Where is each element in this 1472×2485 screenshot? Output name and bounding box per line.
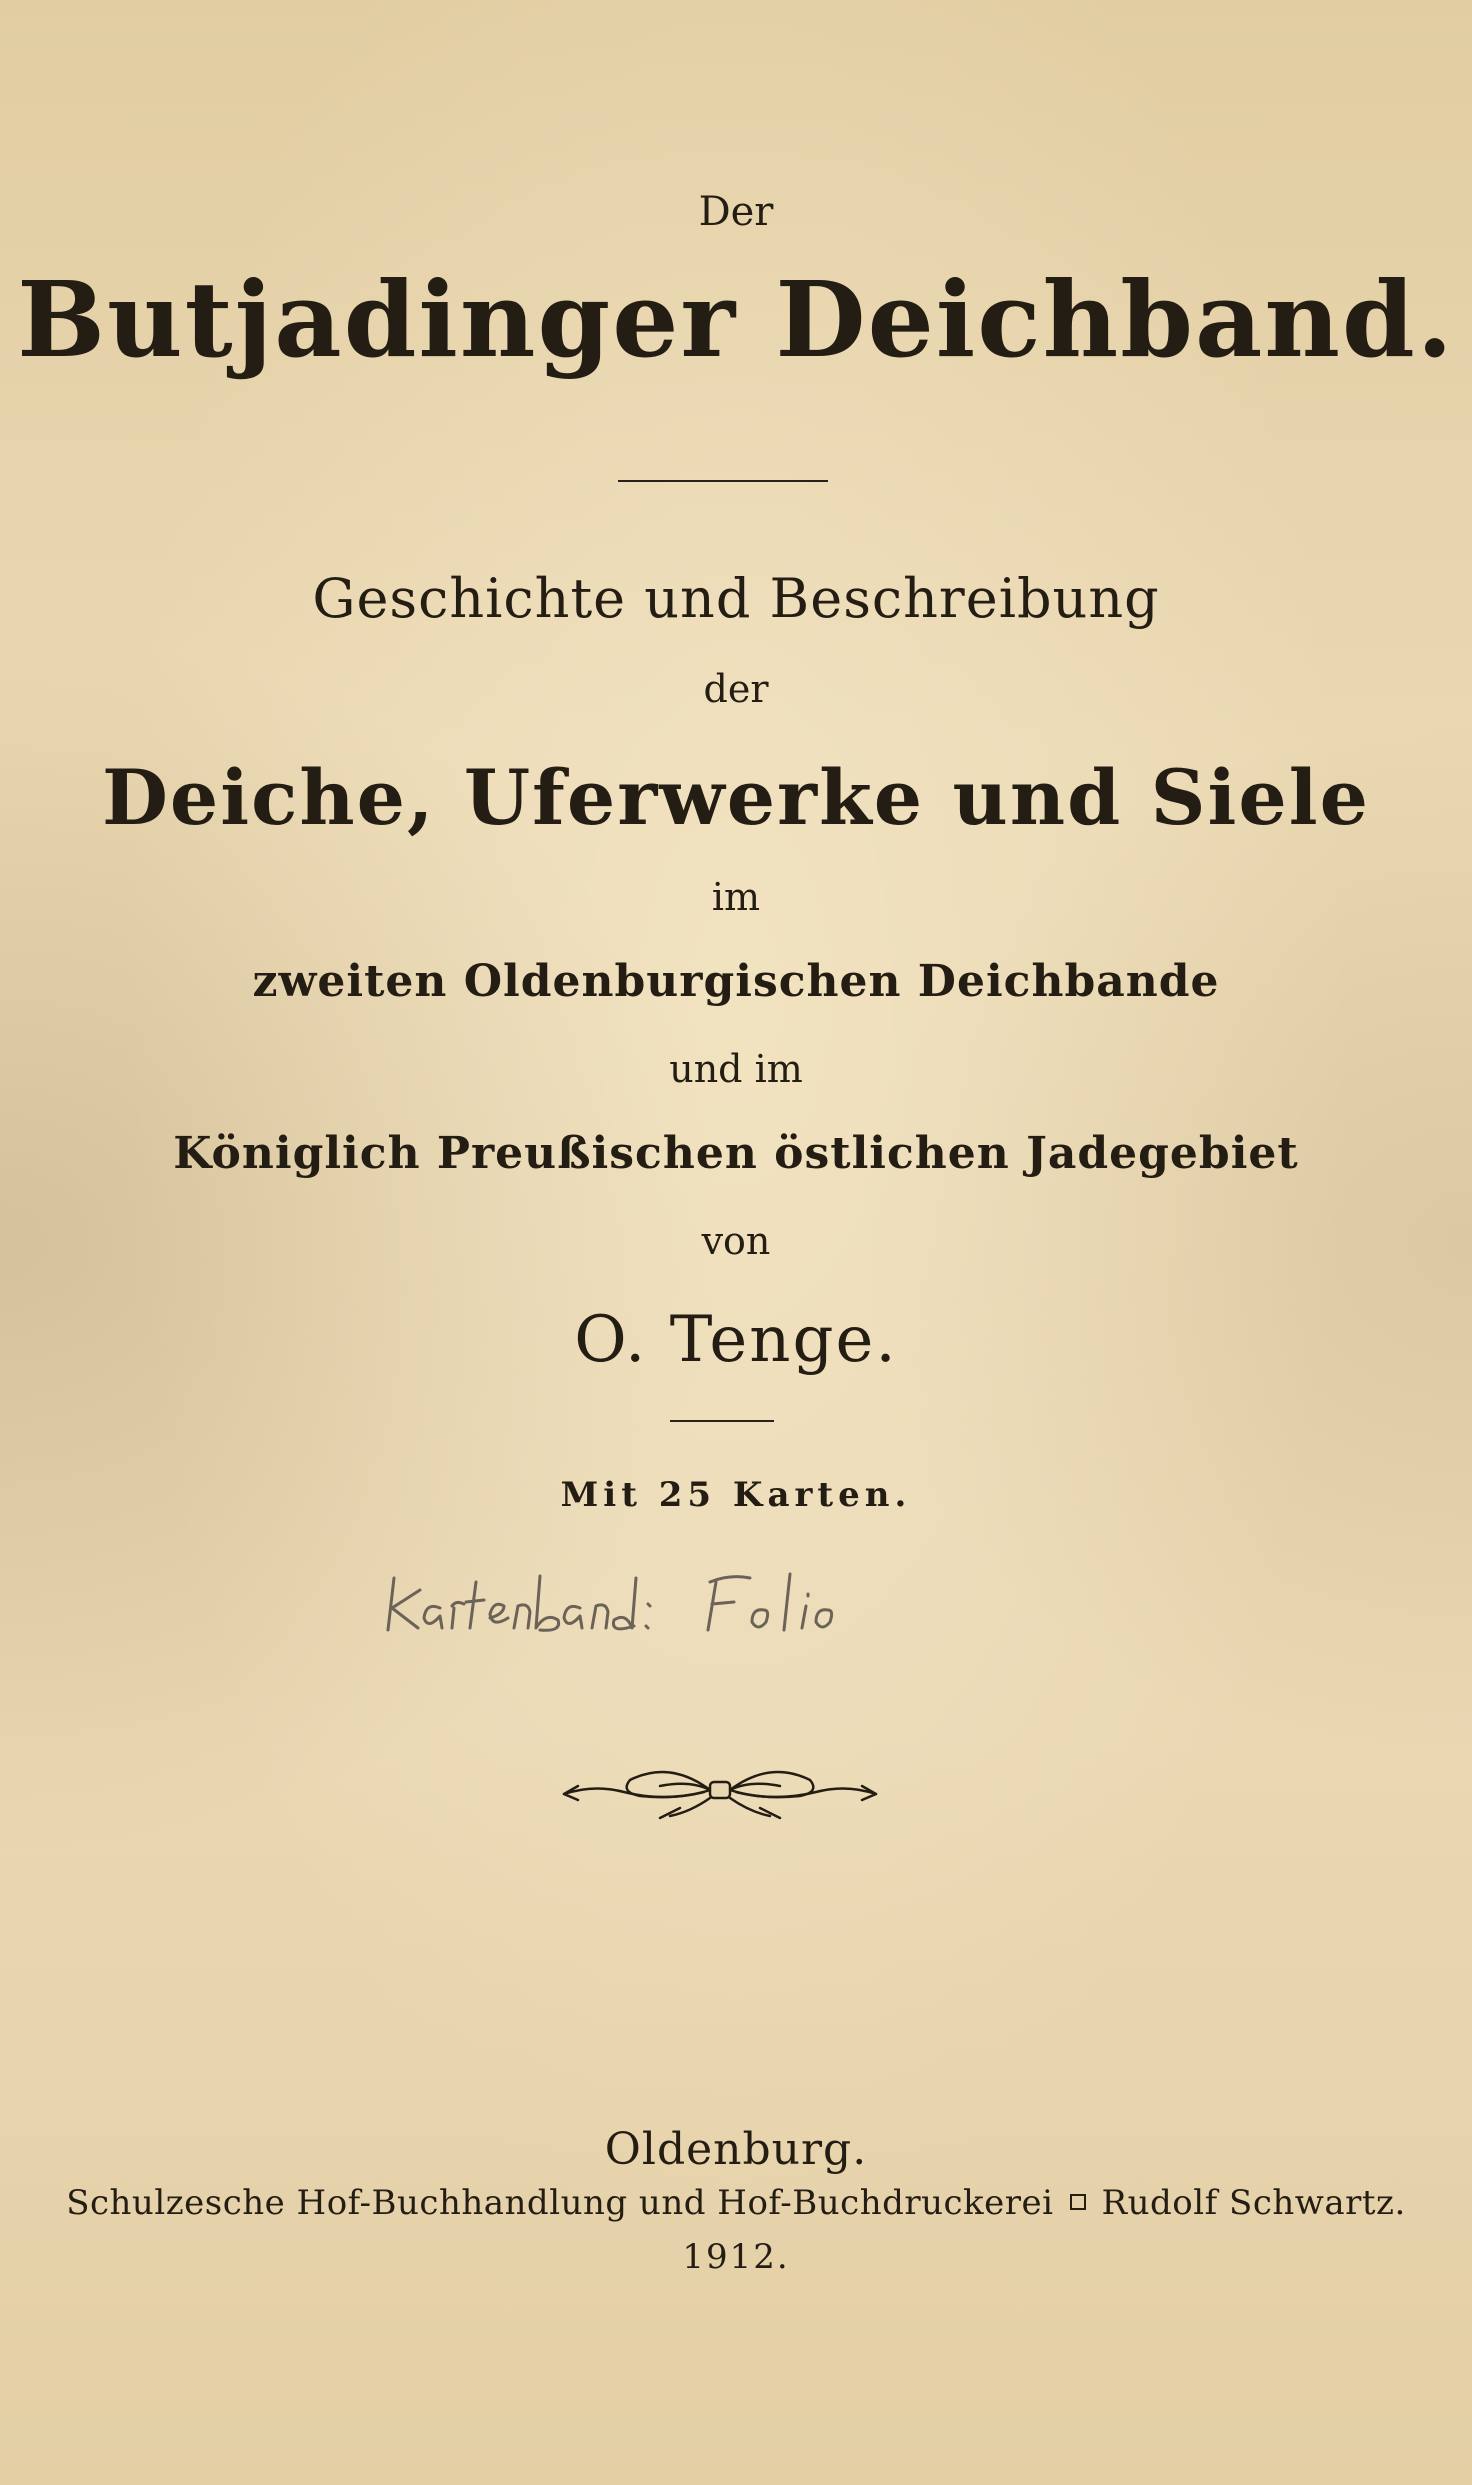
imprint-city: Oldenburg. xyxy=(604,2124,868,2175)
divider-rule-bottom xyxy=(670,1420,774,1422)
subtitle-der: der xyxy=(703,667,769,711)
author-von: von xyxy=(701,1219,771,1263)
imprint-publisher-part-1: Schulzesche Hof-Buchhandlung und Hof-Buchdruckerei xyxy=(66,2183,1054,2223)
subtitle-im: im xyxy=(711,875,761,919)
imprint-publisher-part-2: Rudolf Schwartz. xyxy=(1101,2183,1406,2223)
subtitle-line-1: Geschichte und Beschreibung xyxy=(312,567,1160,630)
subtitle-und-im: und im xyxy=(669,1047,803,1091)
handwritten-pencil-note xyxy=(380,1560,980,1650)
subtitle-line-3: zweiten Oldenburgischen Deichbande xyxy=(252,956,1220,1007)
title-article: Der xyxy=(698,189,774,235)
author-name: O. Tenge. xyxy=(574,1303,898,1377)
subtitle-line-2: Deiche, Uferwerke und Siele xyxy=(101,753,1371,842)
divider-rule-top xyxy=(618,480,828,482)
maps-note: Mit 25 Karten. xyxy=(560,1475,912,1515)
subtitle-line-4: Königlich Preußischen östlichen Jadegebiet xyxy=(173,1128,1299,1179)
imprint-year: 1912. xyxy=(682,2237,790,2277)
imprint-publisher xyxy=(0,2183,1472,2223)
bow-ornament xyxy=(560,1760,880,1820)
book-title: Butjadinger Deichband. xyxy=(17,258,1455,381)
separator-square-icon xyxy=(1070,2194,1086,2210)
